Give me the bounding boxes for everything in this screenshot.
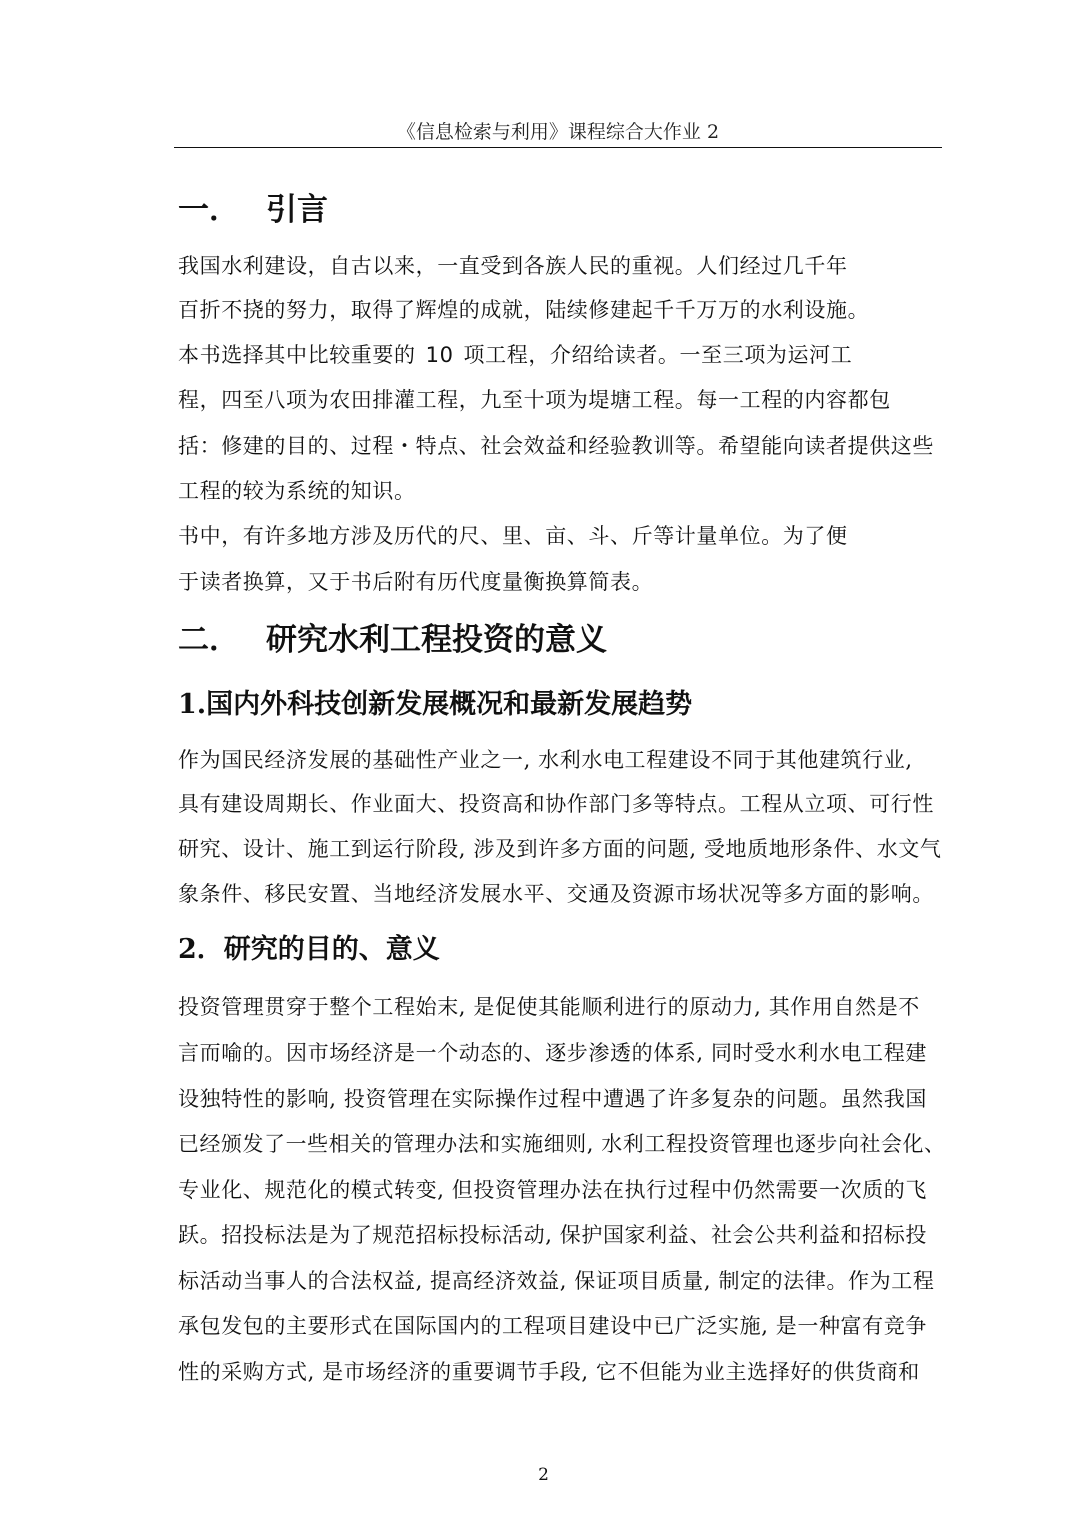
- section-heading-1: [178, 190, 328, 230]
- paragraph-line: 设独特性的影响, 投资管理在实际操作过程中遭遇了许多复杂的问题。虽然我国: [178, 1087, 927, 1111]
- section-number: 二．: [178, 622, 240, 658]
- section-title: 引言: [266, 192, 328, 228]
- paragraph-line: 程，四至八项为农田排灌工程，九至十项为堤塘工程。每一工程的内容都包: [178, 388, 891, 412]
- paragraph-line: 工程的较为系统的知识。: [178, 479, 416, 503]
- paragraph-line: 百折不挠的努力，取得了辉煌的成就，陆续修建起千千万万的水利设施。: [178, 298, 870, 322]
- paragraph-line: 括：修建的目的、过程・特点、社会效益和经验教训等。希望能向读者提供这些: [178, 434, 934, 458]
- paragraph-line: 已经颁发了一些相关的管理办法和实施细则, 水利工程投资管理也逐步向社会化、: [178, 1132, 946, 1156]
- paragraph-line: 我国水利建设，自古以来，一直受到各族人民的重视。人们经过几千年: [178, 254, 848, 278]
- paragraph-line: 于读者换算，又于书后附有历代度量衡换算简表。: [178, 570, 654, 594]
- paragraph-line: 作为国民经济发展的基础性产业之一, 水利水电工程建设不同于其他建筑行业,: [178, 748, 913, 772]
- subsection-heading-1: 1.国内外科技创新发展概况和最新发展趋势: [178, 689, 693, 720]
- paragraph-line: 投资管理贯穿于整个工程始末, 是促使其能顺利进行的原动力, 其作用自然是不: [178, 995, 920, 1019]
- number-run: 10: [425, 343, 454, 367]
- text-run: 本书选择其中比较重要的: [178, 343, 416, 367]
- running-header: 《信息检索与利用》课程综合大作业 2: [396, 121, 720, 143]
- paragraph-line: 象条件、移民安置、当地经济发展水平、交通及资源市场状况等多方面的影响。: [178, 882, 934, 906]
- paragraph-line: [178, 341, 852, 369]
- page-number: 2: [538, 1465, 549, 1485]
- text-run: 项工程，介绍给读者。一至三项为运河工: [463, 343, 853, 367]
- paragraph-line: 书中，有许多地方涉及历代的尺、里、亩、斗、斤等计量单位。为了便: [178, 524, 848, 548]
- paragraph-line: 研究、设计、施工到运行阶段, 涉及到许多方面的问题, 受地质地形条件、水文气: [178, 837, 942, 861]
- paragraph-line: 性的采购方式, 是市场经济的重要调节手段, 它不但能为业主选择好的供货商和: [178, 1360, 920, 1384]
- header-rule: [174, 147, 942, 148]
- section-number: 一．: [178, 192, 240, 228]
- paragraph-line: 言而喻的。因市场经济是一个动态的、逐步渗透的体系, 同时受水利水电工程建: [178, 1041, 927, 1065]
- subsection-heading-2: 2．研究的目的、意义: [178, 934, 440, 965]
- paragraph-line: 专业化、规范化的模式转变, 但投资管理办法在执行过程中仍然需要一次质的飞: [178, 1178, 927, 1202]
- section-heading-2: [178, 620, 607, 660]
- section-title: 研究水利工程投资的意义: [266, 622, 607, 658]
- paragraph-line: 具有建设周期长、作业面大、投资高和协作部门多等特点。工程从立项、可行性: [178, 792, 934, 816]
- paragraph-line: 跃。招投标法是为了规范招标投标活动, 保护国家利益、社会公共利益和招标投: [178, 1223, 927, 1247]
- paragraph-line: 承包发包的主要形式在国际国内的工程项目建设中已广泛实施, 是一种富有竞争: [178, 1314, 927, 1338]
- paragraph-line: 标活动当事人的合法权益, 提高经济效益, 保证项目质量, 制定的法律。作为工程: [178, 1269, 935, 1293]
